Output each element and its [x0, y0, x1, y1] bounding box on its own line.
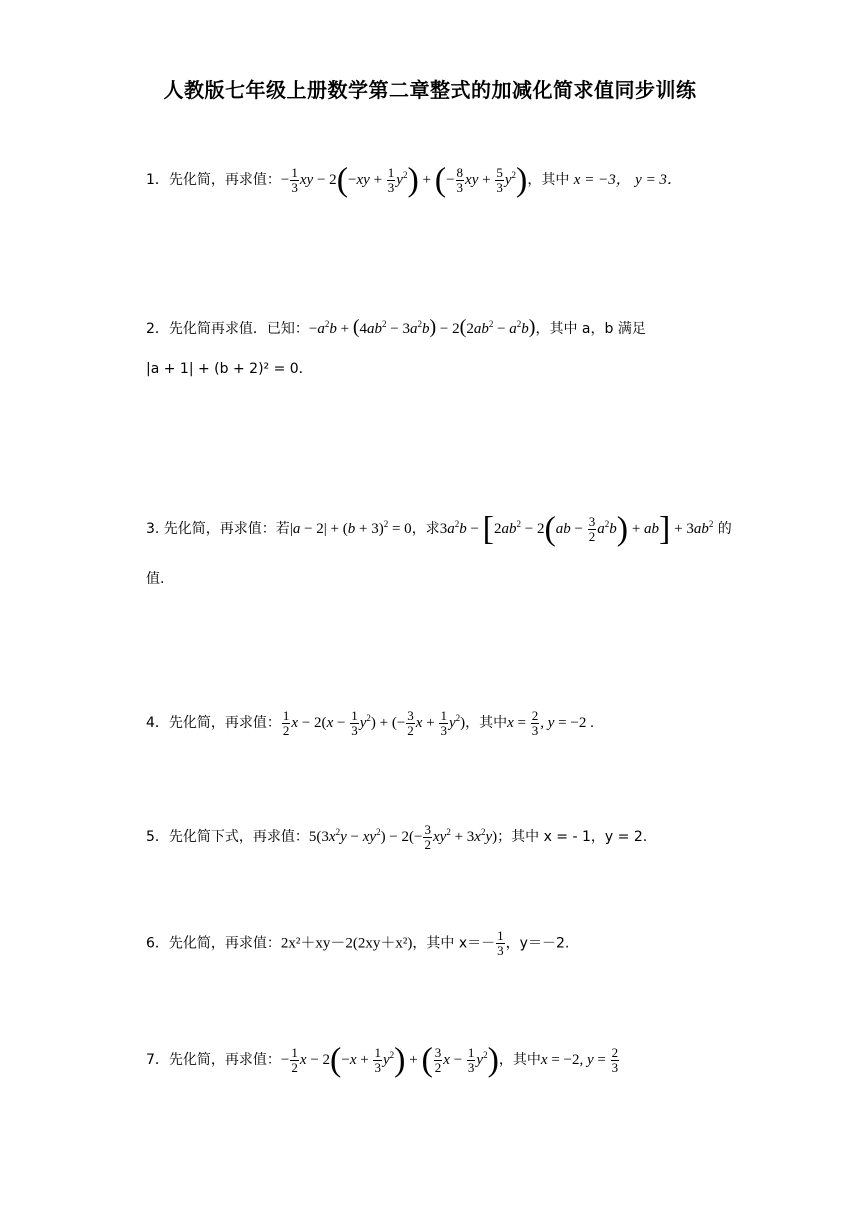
question-3-continuation: 值.: [146, 571, 165, 587]
question-label: 5．先化简下式，再求值：: [146, 829, 309, 845]
question-label: 6．先化简，再求值：: [146, 935, 281, 952]
math-expression: $\frac{1}{2}$ x − 2(x − $\frac{1}{3}$ $y^2$) + (− $\frac{3}{2}$ x + $\frac{1}{3}$ $y^2$): [282, 708, 466, 739]
math-expression: $-a^2b + (4ab^2 - 3a^2b) - 2(2ab^2 - a^2b)$: [308, 316, 536, 338]
question-label: 1．先化简，再求值：: [146, 172, 281, 188]
question-tail: ，其中: [465, 715, 508, 731]
question-mid: ，求: [411, 521, 440, 537]
math-condition: $|a - 2| + (b + 3)^2 = 0$: [289, 519, 412, 537]
question-tail: ；其中 x = - 1，y = 2.: [497, 829, 648, 845]
question-2: [146, 312, 730, 341]
question-label: 2．先化简再求值．已知：: [146, 321, 309, 337]
question-label: 3. 先化简，再求值：若: [146, 521, 290, 537]
math-expression: $5(3x^2y - xy^2) - 2(-$ $\frac{3}{2}$ $xy^2 + 3x^2y$): [308, 822, 498, 853]
question-2-condition: |a + 1| + (b + 2)² = 0．: [146, 361, 313, 377]
math-expression: − $\frac{1}{3}$ xy − 2(−xy + $\frac{1}{3}$ $y^2$) + (− $\frac{8}{3}$ xy + $\frac{5}{3}$ $y^2$): [280, 161, 528, 199]
condition: y = 3．: [635, 172, 682, 188]
question-label: 4．先化简，再求值：: [146, 715, 281, 731]
question-label: 7．先化简，再求值：: [146, 1052, 281, 1068]
question-tail: ，其中: [498, 1052, 541, 1068]
question-tail: ，其中: [527, 172, 570, 188]
math-expression: 2x²＋xy－2(2xy＋x²): [280, 935, 413, 952]
condition: x = −2, y = $\frac{2}{3}$: [540, 1045, 619, 1076]
question-1: [146, 161, 730, 199]
question-7: [146, 1041, 730, 1079]
math-expression: $3a^2b - [2ab^2 - 2(ab$ − $\frac{3}{2}$ $a^2b) + ab] + 3ab^2$: [439, 510, 714, 548]
condition: x = −3，: [573, 172, 631, 188]
question-tail: ，其中 a，b 满足: [535, 321, 646, 337]
question-tail-2: ，y＝－2.: [505, 935, 570, 952]
page-title: 人教版七年级上册数学第二章整式的加减化简求值同步训练: [163, 78, 697, 102]
question-tail: 的: [717, 521, 732, 537]
question-6: [146, 929, 730, 958]
question-5: [146, 820, 730, 852]
question-4: [146, 706, 730, 738]
condition: x = $\frac{2}{3}$ , y = −2 .: [507, 708, 594, 739]
question-tail: ，其中 x＝－: [412, 935, 496, 952]
fraction: $\frac{1}{3}$: [497, 928, 504, 958]
question-3: [146, 510, 732, 548]
math-expression: − $\frac{1}{2}$ x − 2(−x + $\frac{1}{3}$ $y^2$) + ( $\frac{3}{2}$ x − $\frac{1}{3}$ $y^2$): [280, 1041, 499, 1079]
